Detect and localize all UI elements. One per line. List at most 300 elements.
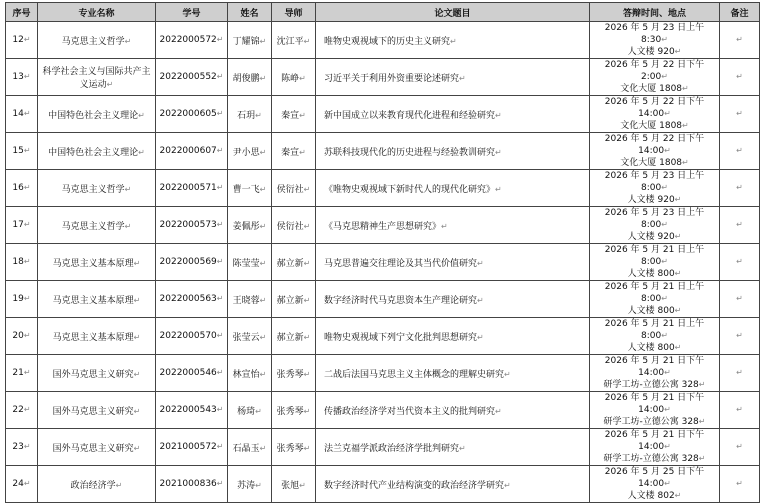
paragraph-mark-icon: ↵ [255, 110, 262, 120]
name-cell [228, 133, 272, 170]
paragraph-mark-icon: ↵ [115, 480, 123, 490]
paragraph-mark-icon: ↵ [664, 405, 671, 414]
col-header-defense-time: 答辩时间、地点 [590, 3, 720, 22]
paragraph-mark-icon: ↵ [23, 109, 31, 118]
cell-text: 人文楼 800 [627, 343, 675, 353]
paragraph-mark-icon: ↵ [216, 368, 224, 377]
student-id-cell [156, 318, 228, 355]
cell-text: 研学工坊-立德公寓 328 [603, 380, 699, 390]
defense-time-cell [590, 207, 720, 244]
cell-text: 19 [12, 294, 24, 304]
paragraph-mark-icon: ↵ [661, 183, 668, 192]
cell-text: 石玥 [237, 110, 256, 121]
paragraph-mark-icon: ↵ [736, 109, 743, 118]
cell-text: 侯衍社 [276, 221, 304, 232]
cell-text: 丁耀锦 [232, 36, 260, 47]
cell-text: 张秀琴 [276, 443, 304, 454]
cell-text: 林宣怡 [232, 369, 260, 380]
paragraph-mark-icon: ↵ [23, 405, 31, 414]
cell-text: 2022000605 [159, 109, 217, 119]
seq-cell [6, 355, 38, 392]
paragraph-mark-icon: ↵ [23, 35, 31, 44]
advisor-cell [272, 170, 316, 207]
paragraph-mark-icon: ↵ [495, 406, 502, 416]
paragraph-mark-icon: ↵ [736, 72, 743, 81]
paragraph-mark-icon: ↵ [303, 332, 311, 342]
advisor-cell [272, 207, 316, 244]
col-header-name: 姓名 [228, 3, 272, 22]
thesis-title-cell [316, 355, 590, 392]
cell-text: 侯衍社 [276, 184, 304, 195]
student-id-cell [156, 244, 228, 281]
paragraph-mark-icon: ↵ [495, 110, 502, 120]
cell-text: 2022000552 [159, 72, 217, 82]
cell-text: 人文楼 920 [627, 47, 675, 57]
paragraph-mark-icon: ↵ [698, 380, 706, 389]
paragraph-mark-icon: ↵ [255, 480, 262, 490]
cell-text: 2026 年 5 月 21 日下午 14:00 [604, 393, 705, 415]
advisor-cell [272, 244, 316, 281]
table-row [6, 392, 760, 429]
paragraph-mark-icon: ↵ [133, 295, 141, 305]
seq-cell [6, 318, 38, 355]
paragraph-mark-icon: ↵ [23, 146, 31, 155]
student-id-cell [156, 170, 228, 207]
paragraph-mark-icon: ↵ [661, 220, 668, 229]
cell-text: 2026 年 5 月 21 日下午 14:00 [604, 356, 705, 378]
student-id-cell [156, 281, 228, 318]
table-row [6, 244, 760, 281]
paragraph-mark-icon: ↵ [303, 184, 311, 194]
table-row [6, 318, 760, 355]
name-cell [228, 355, 272, 392]
cell-text: 2022000569 [159, 257, 217, 267]
paragraph-mark-icon: ↵ [661, 331, 668, 340]
paragraph-mark-icon: ↵ [216, 72, 224, 81]
cell-text: 马克思主义基本原理 [52, 295, 134, 306]
paragraph-mark-icon: ↵ [259, 295, 267, 305]
paragraph-mark-icon: ↵ [303, 221, 311, 231]
paragraph-mark-icon: ↵ [259, 221, 267, 231]
paragraph-mark-icon: ↵ [477, 332, 484, 342]
advisor-cell [272, 429, 316, 466]
cell-text: 二战后法国马克思主义主体概念的理解史研究 [324, 369, 505, 380]
cell-text: 文化大厦 1808 [620, 158, 683, 168]
thesis-title-cell [316, 96, 590, 133]
name-cell [228, 244, 272, 281]
cell-text: 23 [12, 442, 24, 452]
cell-text: 王晓蓉 [232, 295, 260, 306]
defense-time-cell [590, 96, 720, 133]
cell-text: 张旭 [281, 480, 300, 491]
table-row [6, 170, 760, 207]
cell-text: 2026 年 5 月 21 日上午 8:00 [604, 245, 705, 267]
student-id-cell [156, 466, 228, 503]
paragraph-mark-icon: ↵ [216, 294, 224, 303]
cell-text: 杨琦 [237, 406, 256, 417]
thesis-title-cell [316, 59, 590, 96]
table-row [6, 22, 760, 59]
cell-text: 2022000573 [159, 220, 217, 230]
cell-text: 2022000546 [159, 368, 217, 378]
thesis-title-cell [316, 281, 590, 318]
name-cell [228, 466, 272, 503]
major-cell [38, 170, 156, 207]
paragraph-mark-icon: ↵ [441, 221, 448, 231]
advisor-cell [272, 466, 316, 503]
paragraph-mark-icon: ↵ [661, 257, 668, 266]
paragraph-mark-icon: ↵ [23, 442, 31, 451]
paragraph-mark-icon: ↵ [299, 147, 306, 157]
paragraph-mark-icon: ↵ [106, 80, 114, 89]
paragraph-mark-icon: ↵ [216, 257, 224, 266]
advisor-cell [272, 22, 316, 59]
paragraph-mark-icon: ↵ [736, 331, 743, 340]
paragraph-mark-icon: ↵ [664, 109, 671, 118]
cell-text: 郝立新 [276, 258, 304, 269]
seq-cell [6, 22, 38, 59]
cell-text: 秦宣 [281, 110, 300, 121]
paragraph-mark-icon: ↵ [736, 442, 743, 451]
note-cell [720, 244, 760, 281]
paragraph-mark-icon: ↵ [133, 443, 141, 453]
cell-text: 沈江平 [276, 36, 304, 47]
table-row [6, 466, 760, 503]
paragraph-mark-icon: ↵ [23, 257, 31, 266]
paragraph-mark-icon: ↵ [459, 73, 466, 83]
seq-cell [6, 244, 38, 281]
table-row [6, 429, 760, 466]
cell-text: 国外马克思主义研究 [52, 443, 134, 454]
paragraph-mark-icon: ↵ [259, 184, 267, 194]
cell-text: 苏联科技现代化的历史进程与经验教训研究 [324, 147, 496, 158]
cell-text: 马克思主义哲学 [61, 221, 125, 232]
cell-text: 2026 年 5 月 23 日上午 8:30 [604, 23, 705, 45]
cell-text: 21 [12, 368, 24, 378]
col-header-student-id: 学号 [156, 3, 228, 22]
student-id-cell [156, 355, 228, 392]
major-cell [38, 207, 156, 244]
paragraph-mark-icon: ↵ [303, 443, 311, 453]
paragraph-mark-icon: ↵ [124, 184, 132, 194]
student-id-cell [156, 392, 228, 429]
cell-text: 张秀琴 [276, 406, 304, 417]
seq-cell [6, 281, 38, 318]
paragraph-mark-icon: ↵ [698, 417, 706, 426]
paragraph-mark-icon: ↵ [736, 294, 743, 303]
cell-text: 陈峥 [281, 73, 300, 84]
paragraph-mark-icon: ↵ [133, 406, 141, 416]
paragraph-mark-icon: ↵ [698, 454, 706, 463]
cell-text: 研学工坊-立德公寓 328 [603, 417, 699, 427]
thesis-title-cell [316, 392, 590, 429]
seq-cell [6, 466, 38, 503]
paragraph-mark-icon: ↵ [23, 294, 31, 303]
cell-text: 2022000563 [159, 294, 217, 304]
paragraph-mark-icon: ↵ [682, 84, 689, 93]
major-cell [38, 429, 156, 466]
advisor-cell [272, 281, 316, 318]
advisor-cell [272, 318, 316, 355]
cell-text: 唯物史观视域下列宁文化批判思想研究 [324, 332, 478, 343]
cell-text: 2021000836 [159, 479, 217, 489]
defense-time-cell [590, 22, 720, 59]
note-cell [720, 318, 760, 355]
cell-text: 2026 年 5 月 23 日上午 8:00 [604, 171, 705, 193]
cell-text: 国外马克思主义研究 [52, 369, 134, 380]
thesis-title-cell [316, 170, 590, 207]
cell-text: 2021000572 [159, 442, 217, 452]
thesis-title-cell [316, 429, 590, 466]
cell-text: 2022000571 [159, 183, 217, 193]
cell-text: 数字经济时代马克思资本生产理论研究 [324, 295, 478, 306]
paragraph-mark-icon: ↵ [303, 258, 311, 268]
cell-text: 2026 年 5 月 21 日上午 8:00 [604, 319, 705, 341]
cell-text: 国外马克思主义研究 [52, 406, 134, 417]
major-cell [38, 96, 156, 133]
cell-text: 石晶玉 [232, 443, 260, 454]
paragraph-mark-icon: ↵ [303, 406, 311, 416]
paragraph-mark-icon: ↵ [661, 35, 668, 44]
cell-text: 曹一飞 [232, 184, 260, 195]
paragraph-mark-icon: ↵ [504, 480, 511, 490]
cell-text: 马克思主义哲学 [61, 36, 125, 47]
cell-text: 16 [12, 183, 24, 193]
defense-time-cell [590, 355, 720, 392]
paragraph-mark-icon: ↵ [477, 258, 484, 268]
cell-text: 20 [12, 331, 24, 341]
cell-text: 中国特色社会主义理论 [48, 110, 139, 121]
name-cell [228, 281, 272, 318]
col-header-seq: 序号 [6, 3, 38, 22]
paragraph-mark-icon: ↵ [259, 73, 267, 83]
paragraph-mark-icon: ↵ [23, 220, 31, 229]
paragraph-mark-icon: ↵ [303, 36, 311, 46]
cell-text: 中国特色社会主义理论 [48, 147, 139, 158]
paragraph-mark-icon: ↵ [303, 369, 311, 379]
major-cell [38, 466, 156, 503]
advisor-cell [272, 392, 316, 429]
paragraph-mark-icon: ↵ [124, 36, 132, 46]
paragraph-mark-icon: ↵ [736, 405, 743, 414]
paragraph-mark-icon: ↵ [661, 72, 668, 81]
cell-text: 马克思主义基本原理 [52, 332, 134, 343]
note-cell [720, 466, 760, 503]
note-cell [720, 207, 760, 244]
paragraph-mark-icon: ↵ [299, 480, 306, 490]
student-id-cell [156, 96, 228, 133]
seq-cell [6, 207, 38, 244]
cell-text: 22 [12, 405, 24, 415]
paragraph-mark-icon: ↵ [133, 369, 141, 379]
cell-text: 研学工坊-立德公寓 328 [603, 454, 699, 464]
cell-text: 17 [12, 220, 24, 230]
name-cell [228, 170, 272, 207]
thesis-title-cell [316, 133, 590, 170]
paragraph-mark-icon: ↵ [303, 295, 311, 305]
cell-text: 12 [12, 35, 24, 45]
cell-text: 姜佩彤 [232, 221, 260, 232]
paragraph-mark-icon: ↵ [216, 479, 224, 488]
advisor-cell [272, 59, 316, 96]
table-row [6, 281, 760, 318]
note-cell [720, 392, 760, 429]
paragraph-mark-icon: ↵ [216, 35, 224, 44]
seq-cell [6, 133, 38, 170]
major-cell [38, 133, 156, 170]
paragraph-mark-icon: ↵ [216, 442, 224, 451]
paragraph-mark-icon: ↵ [459, 443, 466, 453]
seq-cell [6, 429, 38, 466]
thesis-title-cell [316, 318, 590, 355]
paragraph-mark-icon: ↵ [664, 479, 671, 488]
table-row [6, 96, 760, 133]
student-id-cell [156, 59, 228, 96]
table-body [6, 22, 760, 503]
note-cell [720, 133, 760, 170]
paragraph-mark-icon: ↵ [674, 343, 682, 352]
paragraph-mark-icon: ↵ [682, 158, 689, 167]
paragraph-mark-icon: ↵ [674, 195, 682, 204]
cell-text: 苏涛 [237, 480, 256, 491]
cell-text: 马克思主义基本原理 [52, 258, 134, 269]
defense-time-cell [590, 170, 720, 207]
paragraph-mark-icon: ↵ [736, 35, 743, 44]
note-cell [720, 429, 760, 466]
defense-time-cell [590, 318, 720, 355]
advisor-cell [272, 355, 316, 392]
cell-text: 2022000607 [159, 146, 217, 156]
paragraph-mark-icon: ↵ [450, 36, 457, 46]
header-row [6, 3, 760, 22]
student-id-cell [156, 22, 228, 59]
paragraph-mark-icon: ↵ [259, 443, 267, 453]
cell-text: 尹小思 [232, 147, 260, 158]
cell-text: 传播政治经济学对当代资本主义的批判研究 [324, 406, 496, 417]
paragraph-mark-icon: ↵ [736, 257, 743, 266]
cell-text: 人文楼 802 [627, 491, 675, 501]
cell-text: 文化大厦 1808 [620, 121, 683, 131]
paragraph-mark-icon: ↵ [299, 110, 306, 120]
paragraph-mark-icon: ↵ [682, 121, 689, 130]
thesis-title-cell [316, 244, 590, 281]
note-cell [720, 170, 760, 207]
defense-time-cell [590, 281, 720, 318]
paragraph-mark-icon: ↵ [259, 36, 267, 46]
defense-time-cell [590, 429, 720, 466]
cell-text: 2022000570 [159, 331, 217, 341]
major-cell [38, 22, 156, 59]
note-cell [720, 355, 760, 392]
cell-text: 人文楼 920 [627, 195, 675, 205]
paragraph-mark-icon: ↵ [259, 369, 267, 379]
note-cell [720, 96, 760, 133]
paragraph-mark-icon: ↵ [216, 331, 224, 340]
seq-cell [6, 59, 38, 96]
defense-time-cell [590, 133, 720, 170]
thesis-title-cell [316, 466, 590, 503]
paragraph-mark-icon: ↵ [23, 183, 31, 192]
paragraph-mark-icon: ↵ [674, 232, 682, 241]
paragraph-mark-icon: ↵ [216, 146, 224, 155]
paragraph-mark-icon: ↵ [259, 258, 267, 268]
defense-time-cell [590, 466, 720, 503]
cell-text: 人文楼 800 [627, 269, 675, 279]
seq-cell [6, 96, 38, 133]
paragraph-mark-icon: ↵ [664, 442, 671, 451]
paragraph-mark-icon: ↵ [23, 479, 31, 488]
major-cell [38, 318, 156, 355]
paragraph-mark-icon: ↵ [255, 406, 262, 416]
student-id-cell [156, 133, 228, 170]
cell-text: 政治经济学 [70, 480, 116, 491]
advisor-cell [272, 96, 316, 133]
paragraph-mark-icon: ↵ [138, 110, 145, 120]
cell-text: 陈莹莹 [232, 258, 260, 269]
paragraph-mark-icon: ↵ [674, 269, 682, 278]
cell-text: 2026 年 5 月 22 日下午 14:00 [604, 97, 705, 119]
cell-text: 2026 年 5 月 21 日下午 14:00 [604, 430, 705, 452]
major-cell [38, 244, 156, 281]
paragraph-mark-icon: ↵ [133, 258, 141, 268]
cell-text: 2026 年 5 月 21 日上午 8:00 [604, 282, 705, 304]
cell-text: 2022000543 [159, 405, 217, 415]
cell-text: 18 [12, 257, 24, 267]
cell-text: 数字经济时代产业结构演变的政治经济学研究 [324, 480, 505, 491]
major-cell [38, 59, 156, 96]
thesis-title-cell [316, 207, 590, 244]
major-cell [38, 392, 156, 429]
defense-schedule-table [5, 2, 760, 503]
name-cell [228, 429, 272, 466]
defense-schedule-page [5, 2, 760, 503]
name-cell [228, 318, 272, 355]
name-cell [228, 22, 272, 59]
cell-text: 张秀琴 [276, 369, 304, 380]
cell-text: 14 [12, 109, 24, 119]
cell-text: 2026 年 5 月 22 日下午 14:00 [604, 134, 705, 156]
cell-text: 郝立新 [276, 332, 304, 343]
paragraph-mark-icon: ↵ [674, 47, 682, 56]
cell-text: 2022000572 [159, 35, 217, 45]
cell-text: 科学社会主义与国际共产主义运动 [42, 67, 151, 90]
cell-text: 2026 年 5 月 23 日上午 8:00 [604, 208, 705, 230]
paragraph-mark-icon: ↵ [736, 368, 743, 377]
col-header-thesis-title: 论文题目 [316, 3, 590, 22]
paragraph-mark-icon: ↵ [124, 221, 132, 231]
cell-text: 马克思主义哲学 [61, 184, 125, 195]
paragraph-mark-icon: ↵ [736, 183, 743, 192]
major-cell [38, 355, 156, 392]
cell-text: 马克思普遍交往理论及其当代价值研究 [324, 258, 478, 269]
student-id-cell [156, 429, 228, 466]
paragraph-mark-icon: ↵ [736, 146, 743, 155]
paragraph-mark-icon: ↵ [674, 306, 682, 315]
cell-text: 《唯物史观视域下新时代人的现代化研究》 [324, 184, 496, 195]
seq-cell [6, 170, 38, 207]
paragraph-mark-icon: ↵ [259, 147, 267, 157]
name-cell [228, 59, 272, 96]
paragraph-mark-icon: ↵ [664, 368, 671, 377]
paragraph-mark-icon: ↵ [23, 72, 31, 81]
cell-text: 张莹云 [232, 332, 260, 343]
cell-text: 2026 年 5 月 22 日下午 2:00 [604, 60, 705, 82]
paragraph-mark-icon: ↵ [23, 368, 31, 377]
defense-time-cell [590, 392, 720, 429]
paragraph-mark-icon: ↵ [259, 332, 267, 342]
paragraph-mark-icon: ↵ [661, 294, 668, 303]
paragraph-mark-icon: ↵ [216, 405, 224, 414]
